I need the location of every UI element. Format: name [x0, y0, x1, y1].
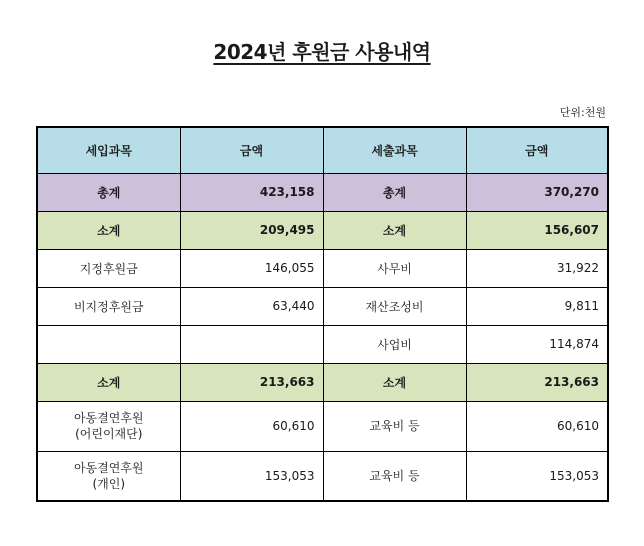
table-row: [37, 401, 608, 451]
table-row: [37, 287, 608, 325]
income-value: [180, 325, 323, 363]
total-row: [37, 173, 608, 211]
income-item-line1: 아동결연후원: [73, 411, 144, 425]
subtotal-expense-value: 156,607: [466, 211, 608, 249]
expense-value: 114,874: [466, 325, 608, 363]
subtotal-income-value: 213,663: [180, 363, 323, 401]
expense-item: 사무비: [323, 249, 466, 287]
expense-value: 153,053: [466, 451, 608, 501]
page-title: 2024년 후원금 사용내역: [213, 40, 431, 64]
header-expense: 세출과목: [323, 127, 466, 173]
income-value: 146,055: [180, 249, 323, 287]
income-item: 비지정후원금: [37, 287, 180, 325]
total-income-value: 423,158: [180, 173, 323, 211]
expense-value: 9,811: [466, 287, 608, 325]
unit-label: 단위:천원: [559, 106, 606, 119]
subtotal-expense-label: 소계: [323, 211, 466, 249]
income-item: [37, 325, 180, 363]
subtotal-row-2: [37, 363, 608, 401]
subtotal-expense-label: 소계: [323, 363, 466, 401]
expense-value: 31,922: [466, 249, 608, 287]
income-item-line2: (개인): [92, 476, 126, 491]
table-row: [37, 249, 608, 287]
income-item: [37, 451, 180, 501]
total-expense-label: 총계: [323, 173, 466, 211]
header-income: 세입과목: [37, 127, 180, 173]
income-item-line1: 아동결연후원: [73, 460, 144, 475]
expense-item: 교육비 등: [323, 451, 466, 501]
income-value: 60,610: [180, 401, 323, 451]
header-income-amount: 금액: [180, 127, 323, 173]
donation-usage-table: [36, 126, 609, 502]
subtotal-income-label: 소계: [37, 363, 180, 401]
expense-item: 교육비 등: [323, 401, 466, 451]
expense-item: 재산조성비: [323, 287, 466, 325]
expense-item: 사업비: [323, 325, 466, 363]
subtotal-expense-value: 213,663: [466, 363, 608, 401]
income-item: 지정후원금: [37, 249, 180, 287]
income-item: [37, 401, 180, 451]
header-expense-amount: 금액: [466, 127, 608, 173]
table-row: [37, 451, 608, 501]
income-item-line2: (어린이재단): [75, 427, 143, 441]
subtotal-row-1: [37, 211, 608, 249]
table-row: [37, 325, 608, 363]
table-header-row: [37, 127, 608, 173]
subtotal-income-value: 209,495: [180, 211, 323, 249]
subtotal-income-label: 소계: [37, 211, 180, 249]
income-value: 63,440: [180, 287, 323, 325]
income-value: 153,053: [180, 451, 323, 501]
total-expense-value: 370,270: [466, 173, 608, 211]
expense-value: 60,610: [466, 401, 608, 451]
total-income-label: 총계: [37, 173, 180, 211]
